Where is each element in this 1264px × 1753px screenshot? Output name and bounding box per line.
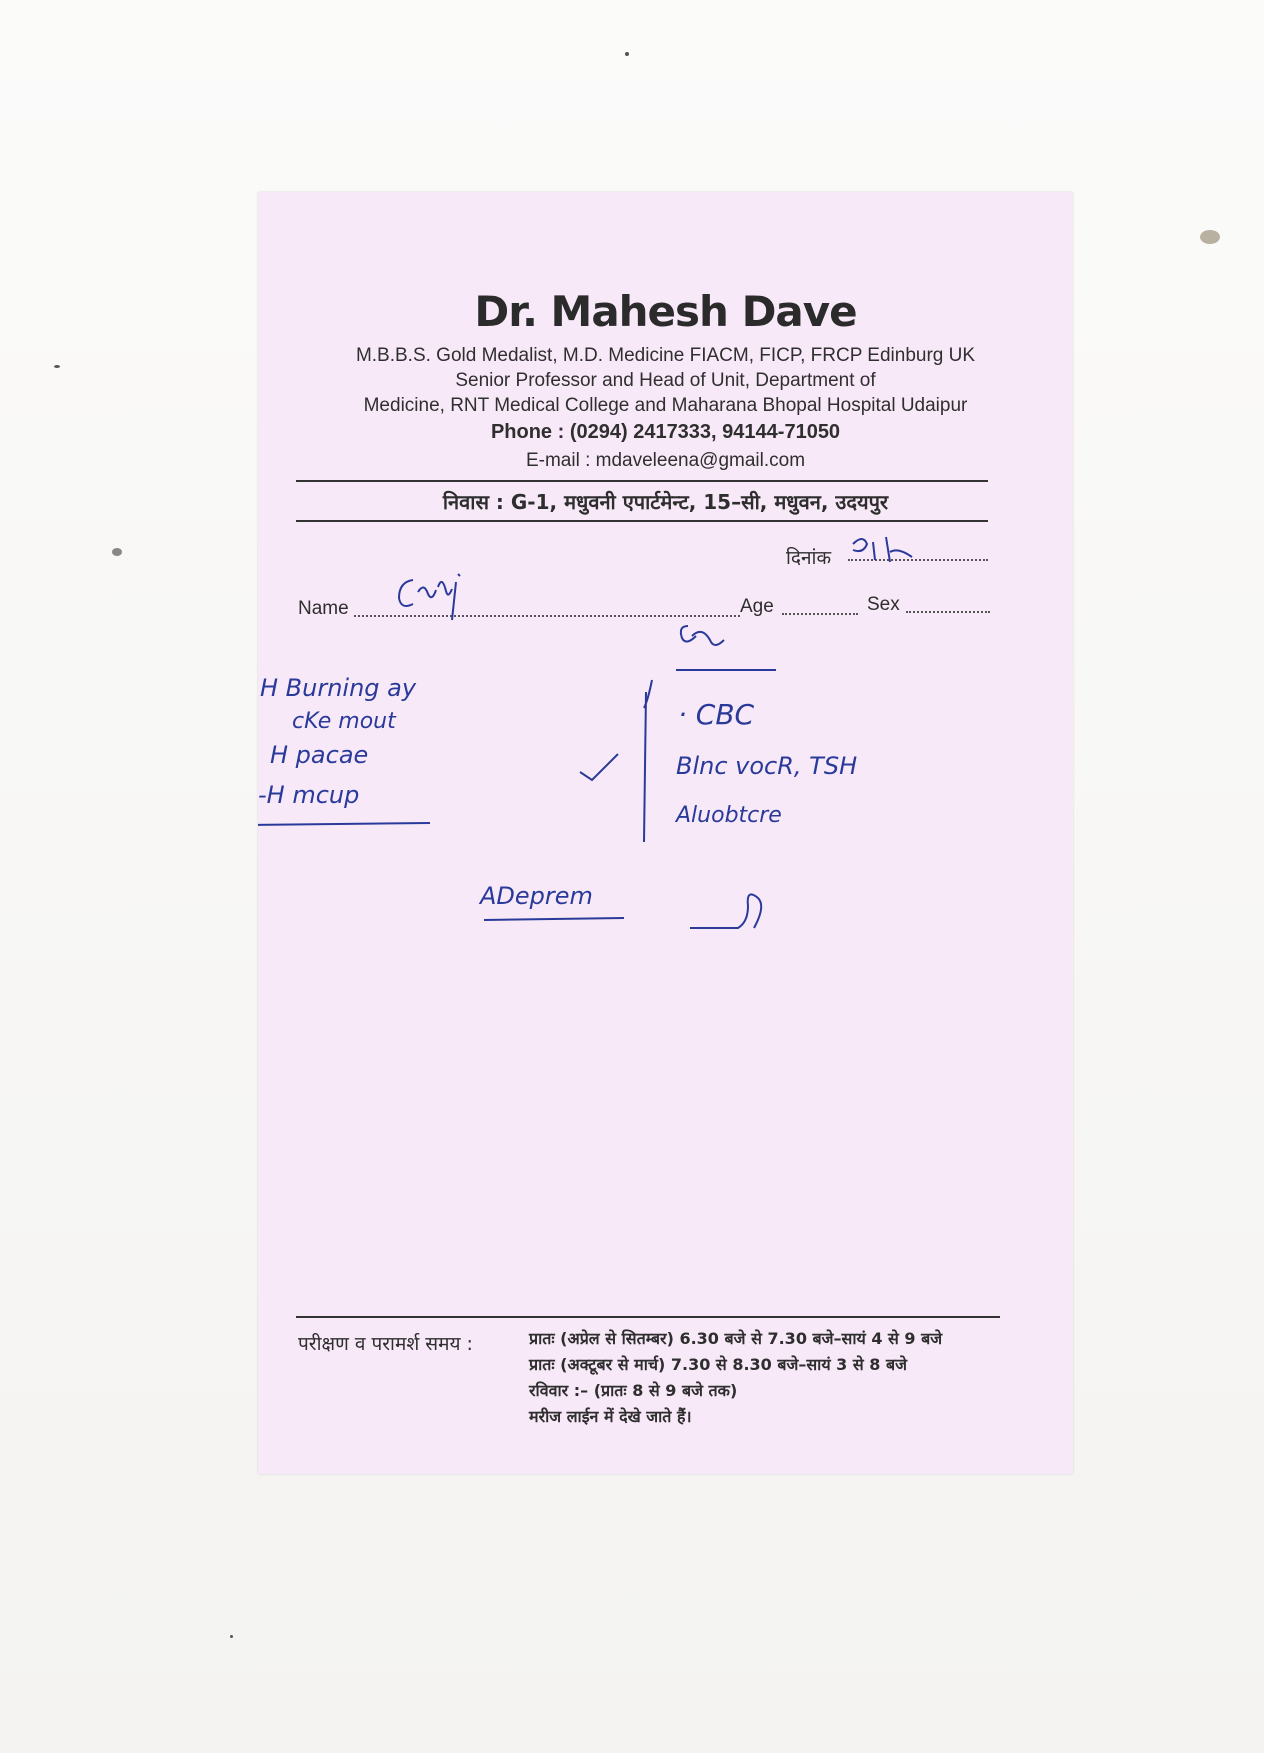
handwritten-complaint-1: H Burning ay xyxy=(260,674,417,702)
handwritten-divider xyxy=(644,680,652,842)
handwritten-complaint-2: cKe mout xyxy=(292,709,396,734)
doctor-email: E-mail : mdaveleena@gmail.com xyxy=(525,450,806,471)
handwritten-rx-sign xyxy=(676,626,776,670)
doctor-phone: Phone : (0294) 2417333, 94144-71050 xyxy=(490,421,841,443)
timing-line-3: रविवार :– (प्रातः 8 से 9 बजे तक) xyxy=(529,1381,738,1400)
doctor-position-line1: Senior Professor and Head of Unit, Department of xyxy=(455,370,876,391)
handwritten-checkmark xyxy=(580,754,618,780)
date-label: दिनांक xyxy=(786,547,832,569)
handwritten-test-2: Blnc vocR, TSH xyxy=(676,752,858,780)
residence-address: निवास : G-1, मधुवनी एपार्टमेन्ट, 15–सी, मधुवन, उदयपुर xyxy=(442,490,889,514)
timing-line-1: प्रातः (अप्रेल से सितम्बर) 6.30 बजे से 7.30 बजे–सायं 4 से 9 बजे xyxy=(529,1329,943,1348)
name-label: Name xyxy=(298,598,349,619)
scan-speck xyxy=(230,1635,233,1638)
handwritten-test-1: · CBC xyxy=(678,698,755,731)
sex-label: Sex xyxy=(867,594,900,615)
doctor-name: Dr. Mahesh Dave xyxy=(474,287,857,336)
handwritten-complaint-3: H pacae xyxy=(270,741,369,769)
consultation-timing-label: परीक्षण व परामर्श समय : xyxy=(298,1333,473,1355)
consultation-timings xyxy=(529,1326,1069,1430)
age-label: Age xyxy=(740,596,774,617)
doctor-position-line2: Medicine, RNT Medical College and Maharana Bhopal Hospital Udaipur xyxy=(363,395,968,416)
prescription-sheet xyxy=(258,192,1073,1474)
handwritten-diagnosis-underline xyxy=(484,918,624,920)
handwritten-notes xyxy=(258,192,1073,1474)
footer-rule xyxy=(296,1316,1000,1318)
handwritten-diagnosis: ADeprem xyxy=(480,882,593,910)
scan-speck xyxy=(54,365,60,368)
scan-speck xyxy=(112,548,122,556)
handwritten-complaint-4: -H mcup xyxy=(258,781,360,809)
handwritten-complaint-underline xyxy=(258,823,430,825)
timing-line-4: मरीज लाईन में देखे जाते हैं। xyxy=(529,1407,692,1426)
handwritten-signature xyxy=(690,894,761,928)
timing-line-2: प्रातः (अक्टूबर से मार्च) 7.30 से 8.30 बजे–सायं 3 से 8 बजे xyxy=(529,1355,907,1374)
scan-speck xyxy=(625,52,629,56)
handwritten-date xyxy=(853,537,912,562)
handwritten-test-3: Aluobtcre xyxy=(676,803,782,828)
handwritten-name xyxy=(399,574,460,620)
doctor-qualifications: M.B.B.S. Gold Medalist, M.D. Medicine FIACM, FICP, FRCP Edinburg UK xyxy=(355,345,976,366)
scan-speck xyxy=(1200,230,1220,244)
